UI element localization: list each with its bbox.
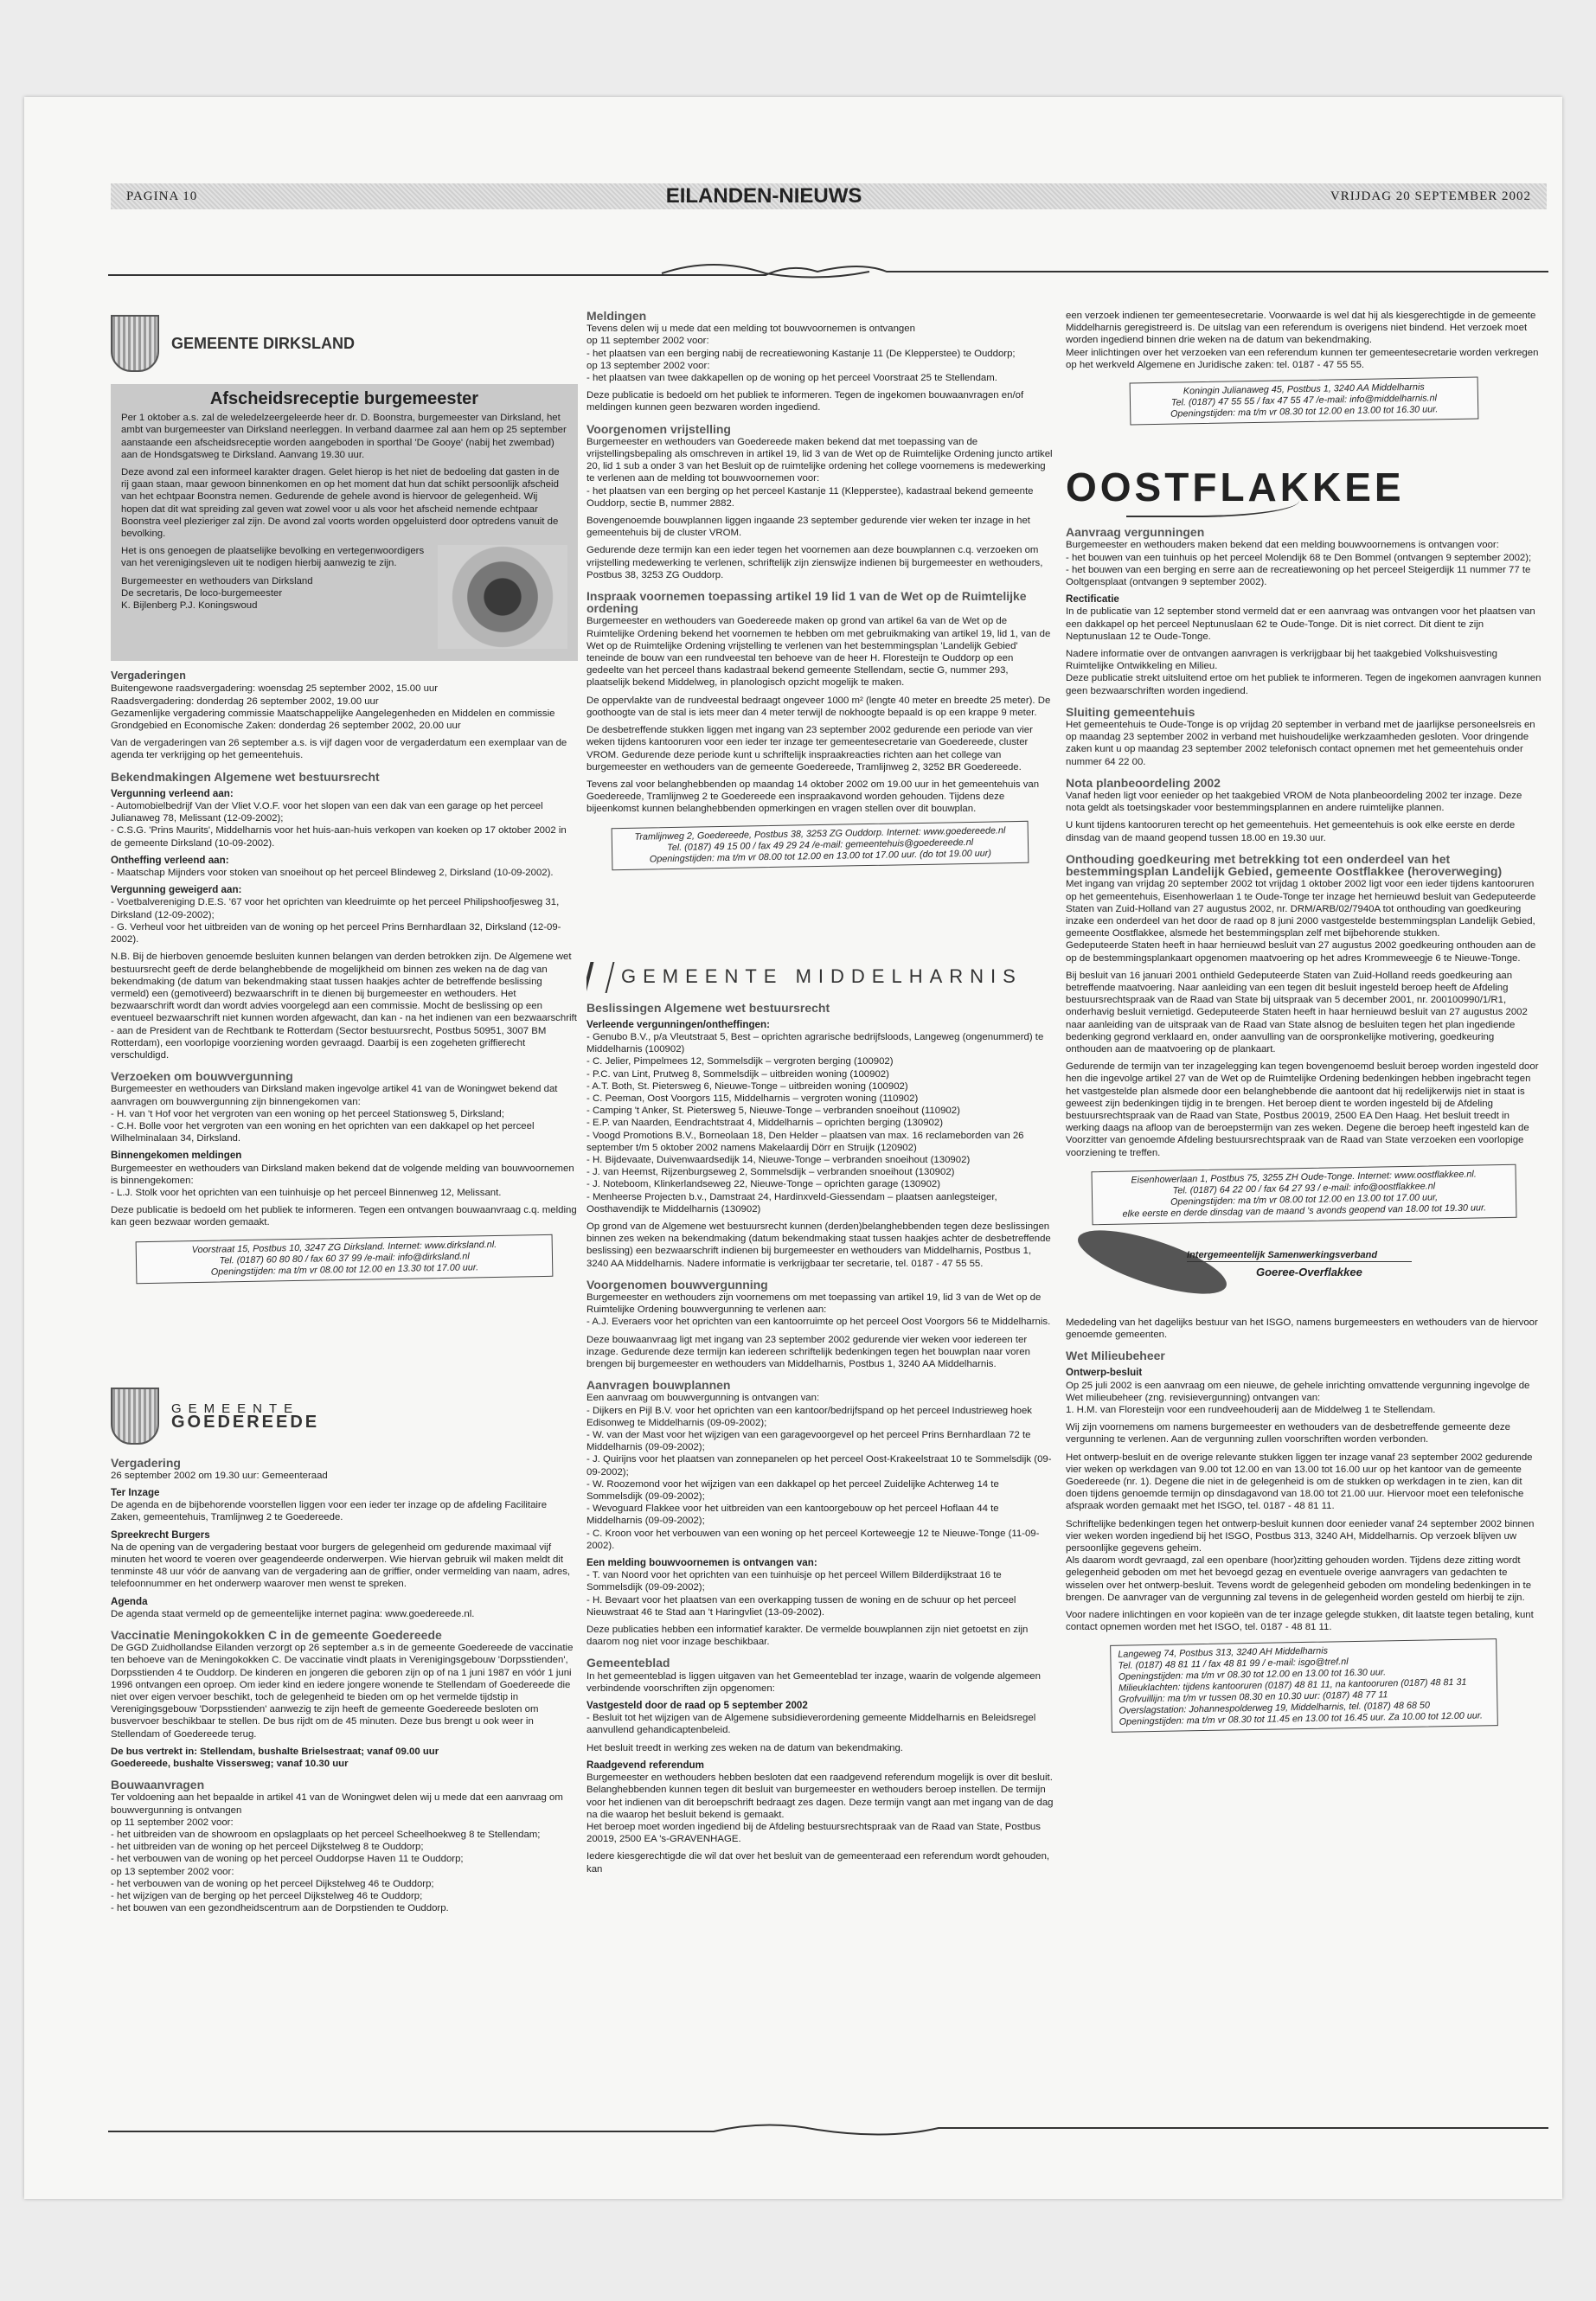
- bottom-ornament-rule: [108, 2119, 1548, 2142]
- environment-act-heading: Wet Milieubeheer: [1066, 1349, 1165, 1363]
- referendum-heading: Raadgevend referendum: [586, 1759, 704, 1771]
- middelharnis-address-box: Koningin Julianaweg 45, Postbus 1, 3240 AA Middelharnis Tel. (0187) 47 55 55 / fax 47 55 47 /e-mail: info@middelharnis.nl Openingstijden: ma t/m vr 08.30 tot 12.00 en 13.00 tot 16.30 uur.: [1129, 377, 1478, 426]
- farewell-text-1: Per 1 oktober a.s. zal de weledelzeergeleerde heer dr. D. Boonstra, burgemeester van Dirksland, het ambt van burgemeester van Dirksland neerleggen. In verband daarmee zal aan hem op 25 september aanstaande een afscheidsreceptie worden aangeboden in sporthal 'De Gooye' (nabij het zwembad) aan de Hondsgatsweg te Dirksland. Aanvang 19.30 uur.: [121, 413, 567, 460]
- oostflakkee-logo: OOSTFLAKKEE: [1066, 465, 1405, 510]
- plan-note-heading: Nota planbeoordeling 2002: [1066, 775, 1221, 790]
- agenda-heading: Agenda: [111, 1595, 148, 1607]
- rectification-note: Nadere informatie over de ontvangen aanvragen is verkrijgbaar bij het taakgebied Volkshuisvesting Ruimtelijke Ontwikkeling en Milieu. Deze publicatie strekt uitsluitend ertoe om het publiek te informeren. Tegen de ingekomen aanvragen kunnen geen bezwaarschriften worden ingediend.: [1066, 649, 1542, 696]
- consultation-text: Burgemeester en wethouders van Goedereede maken op grond van artikel 6a van de Wet op de Ruimtelijke Ordening bekend het voornemen te hebben om met gebruikmaking van artikel 19, lid 1, van de Wet op de Ruimtelijke Ordening vrijstelling te verlenen van het bestemmingsplan 'Landelijk Gebied' teneinde de bouw van een rundveestal ten behoeve van de heer H. Floresteijn te Ouddorp op een gedeelte van het perceel thans kadastraal bekend gemeente Stellendam, sectie G, nummer 293, plaatselijk bekend Middelweg, in planologisch opzicht mogelijk te maken.: [586, 616, 1051, 689]
- issue-date: VRIJDAG 20 SEPTEMBER 2002: [1330, 189, 1531, 203]
- permit-applications-text: Burgemeester en wethouders maken bekend dat een melding bouwvoornemens is ontvangen voor: - het bouwen van een tuinhuis op het perceel Molendijk 68 te Den Bommel (ontvangen 9 september 2002); - het bouwen van een berging en serre aan de recreatiewoning op het perceel Steigerdijk 11 nummer 77 te Ooltgensplaat (ontvangen 9 september 2002).: [1066, 540, 1532, 588]
- intended-permit-text-2: Deze bouwaanvraag ligt met ingang van 23 september 2002 gedurende vier weken voor iedereen ter inzage. Gedurende deze termijn kan iedereen schriftelijk bedenkingen tegen het bouwplan naar voren brengen bij burgemeester en wethouders van Middelharnis, Postbus 1, 3240 AA Middelharnis.: [586, 1334, 1030, 1369]
- gemeenteblad-text-2: - Besluit tot het wijzigen van de Algemene subsidieverordening gemeente Middelharnis en Beleidsregel aanvullend gehandicaptenbeleid.: [586, 1713, 1036, 1736]
- approval-withheld-heading: Onthouding goedkeuring met betrekking tot een onderdeel van het bestemmingsplan Landelijk Gebied, gemeente Oostflakkee (heroverweging): [1066, 851, 1503, 879]
- referendum-continued: een verzoek indienen ter gemeentesecretarie. Voorwaarde is wel dat hij als kiesgerechtigde in de gemeente Middelharnis geregistreerd is. De uitslag van een referendum is overigens niet bindend. Het verzoek moet worden ingediend binnen drie weken na de datum van bekendmaking. Meer inlichtingen over het verzoeken van een referendum kunnen ter gemeentesecretarie worden verkregen op het werkveld Algemene en Juridische zaken: tel. 0187 - 47 55 55.: [1066, 311, 1539, 370]
- masthead: EILANDEN-NIEUWS: [665, 184, 862, 208]
- page-header: [111, 183, 1547, 209]
- page-number: PAGINA 10: [126, 189, 198, 203]
- approval-withheld-text-2: Bij besluit van 16 januari 2001 onthield Gedeputeerde Staten van Zuid-Holland reeds goedkeuring aan betreffende maatvoering. Naar aanleiding van een tegen dit besluit ingesteld beroep heeft de Afdeling bestuursrechtspraak van de Raad van State bij uitspraak van 5 december 2001, nr. 200100990/1/R1, onderhavig besluit vernietigd. Gedeputeerde Staten heeft in haar hernieuwd besluit van 27 augustus 2002 naar aanleiding van de uitspraak van de Raad van State alsnog de besluiten tegen het plan ingediende bedenking gegrond verklaard en, onder aanvulling van de oorspronkelijke motivering, goedkeuring onthouden aan de maatvoering op de plankaart.: [1066, 970, 1528, 1054]
- dirksland-address-box: Voorstraat 15, Postbus 10, 3247 ZG Dirksland. Internet: www.dirksland.nl. Tel. (0187) 60 80 80 / fax 60 37 99 /e-mail: info@dirksland.nl Openingstijden: ma t/m vr 08.00 tot 12.00 en 13.30 tot 17.00 uur.: [135, 1234, 553, 1283]
- decisions-list: - Genubo B.V., p/a Vleutstraat 5, Best – oprichten agrarische bedrijfsloods, Langeweg (ongenummerd) te Middelharnis (100902) - C. Jelier, Pimpelmees 12, Sommelsdijk – vergroten berging (100902) - P.C. van Lint, Prutweg 8, Sommelsdijk – uitbreiden woning (100902) - A.T. Both, St. Pietersweg 6, Nieuwe-Tonge – uitbreiden woning (100902) - C. Peeman, Oost Voorgors 115, Middelharnis – vergroten woning (110902) - Camping 't Anker, St. Pietersweg 5, Nieuwe-Tonge – verbranden snoeihout (110902) - E.P. van Naarden, Eendrachtstraat 4, Middelharnis – oprichten berging (130902) - Voogd Promotions B.V., Borneolaan 18, Den Helder – plaatsen van max. 16 reclameborden van 26 september t/m 5 oktober 2002 namens Makelaardij Dörr en Struijk (120902) - H. Bijdevaate, Duivenwaardsedijk 14, Nieuwe-Tonge – verbranden snoeihout (130902) - J. van Heemst, Rijzenburgseweg 2, Sommelsdijk – verbranden snoeihout (130902) - J. Noteboom, Klinkerlandseweg 22, Nieuwe-Tonge – oprichten garage (130902) - Menheerse Projecten b.v., Damstraat 24, Hardinxveld-Giessendam – plaatsen aanlegsteiger, Oosthavendijk te Middelharnis (130902): [586, 1031, 1044, 1215]
- draft-decision-text-2: Wij zijn voornemens om namens burgemeester en wethouders van de desbetreffende gemeente deze vergunning te verlenen. Aan de vergunning zullen voorschriften worden verbonden.: [1066, 1422, 1510, 1445]
- applications-list: Een aanvraag om bouwvergunning is ontvangen van: - Dijkers en Pijl B.V. voor het oprichten van een kantoor/bedrijfspand op het perceel Industrieweg hoek Edisonweg te Middelharnis (09-09-2002); - W. van der Mast voor het wijzigen van een garagevoorgevel op het perceel Prins Bernhardlaan 72 te Middelharnis (09-09-2002); - J. Quirijns voor het plaatsen van zonnepanelen op het perceel Oost-Krakeelstraat 10 te Sommelsdijk (09-09-2002); - W. Roozemond voor het wijzigen van een dakkapel op het perceel Zuidelijke Achterweg 14 te Sommelsdijk (09-09-2002); - Wevoguard Flakkee voor het uitbreiden van een kantoorgebouw op het perceel Hoflaan 44 te Middelharnis (09-09-2002); - C. Kroon voor het verbouwen van een woning op het perceel Korteweegje 12 te Nieuwe-Tonge (11-09-2002).: [586, 1393, 1052, 1551]
- notifications-heading: Binnengekomen meldingen: [111, 1150, 242, 1162]
- approval-withheld-text-3: Gedurende de termijn van ter inzagelegging kan tegen bovengenoemd besluit beroep worden ingesteld door hen die ingevolge artikel 27 van de Wet op de Ruimtelijke Ordening bedenkingen hebben ingebracht tegen het vastgestelde plan alsmede door een belanghebbende die aantoont dat hij redelijkerwijs niet in staat is geweest zijn bedenkingen tijdig in te brengen. Het beroep dient te worden ingesteld bij de Afdeling bestuursrechtspraak van de Raad van State, Postbus 20019, 2500 EA Den Haag. Het besluit treedt in werking daags na afloop van de beroepstermijn van zes weken. Degene die beroep heeft ingesteld kan de Voorzitter van genoemde Afdeling bestuursrechtspraak van de Raad van State verzoeken een voorlopige voorziening te treffen.: [1066, 1061, 1539, 1158]
- farewell-text-3: Het is ons genoegen de plaatselijke bevolking en vertegenwoordigers van het verenigingsleven uit te nodigen hierbij aanwezig te zijn.: [121, 546, 425, 569]
- intended-permit-heading: Voorgenomen bouwvergunning: [586, 1277, 768, 1292]
- vaccination-text: De GGD Zuidhollandse Eilanden verzorgt op 26 september a.s in de gemeente Goedereede de vaccinatie ten behoeve van de Meningokokken C. De vaccinatie vindt plaats in Verenigingsgebouw 'Dorpsstienden', Dorpsstienden 4 te Ouddorp. De kinderen en jongeren die geboren zijn op of na 1 juni 1987 en vóór 1 juni 1996 ontvangen een oproep. Om ieder kind en iedere jongere wonende te Stellendam of Goedereede die niet over eigen vervoer beschikt, toch de gelegenheid te bieden om op het vermelde tijdstip in Verenigingsgebouw 'Dorpsstienden' aanwezig te zijn heeft de gemeente Goedereede besloten om busvervoer beschikbaar te stellen. De bus rijdt om de 45 minuten. Deze bus brengt u ook weer in Stellendam of Goedereede terug.: [111, 1643, 574, 1740]
- exemption-intent-text: Burgemeester en wethouders van Goedereede maken bekend dat met toepassing van de vrijstellingsbepaling als omschreven in artikel 19, lid 3 van de Wet op de Ruimtelijke Ordening juncto artikel 20, lid 1 sub a onder 3 van het Besluit op de ruimtelijke ordening het college voornemens is medewerking te verlenen aan de melding tot bouwvoornemen voor: - het plaatsen van een berging op het perceel Kastanje 11 (Klepperstee), kadastraal bekend gemeente Ouddorp, sectie B, nummer 2882.: [586, 436, 1053, 509]
- bus-times: De bus vertrekt in: Stellendam, bushalte Brielsestraat; vanaf 09.00 uur Goedereede, bushalte Vissersweg; vanaf 10.30 uur: [111, 1746, 439, 1770]
- column-dirksland-goedereede: [111, 311, 578, 2102]
- column-oostflakkee-isgo: [1066, 310, 1542, 2105]
- goedereede-meeting-heading: Vergadering: [111, 1455, 181, 1470]
- column-goedereede-middelharnis: [586, 310, 1054, 2105]
- meetings-heading: Vergaderingen: [111, 670, 186, 683]
- gemeenteblad-sub-heading: Vastgesteld door de raad op 5 september 2002: [586, 1700, 808, 1712]
- gemeenteblad-text: In het gemeenteblad is liggen uitgaven van het Gemeenteblad ter inzage, waarin de volgende algemeen verbindende voorschriften zijn opgenomen:: [586, 1670, 1041, 1694]
- middelharnis-bars-icon: [586, 962, 614, 993]
- sunflower-image: [438, 545, 567, 649]
- intended-permit-text: Burgemeester en wethouders zijn voornemens om met toepassing van artikel 19, lid 3 van de Wet op de Ruimtelijke Ordening bouwvergunning te verlenen aan: - A.J. Everaers voor het oprichten van een kantoorruimte op het perceel Oost Voorgors 56 te Middelharnis.: [586, 1292, 1051, 1328]
- closure-text: Het gemeentehuis te Oude-Tonge is op vrijdag 20 september in verband met de jaarlijkse personeelsreis en op maandag 23 september 2002 in verband met huishoudelijke werkzaamheden gesloten. Voor dringende zaken kunt u op maandag 23 september 2002 telefonisch contact opnemen met het gemeentehuis onder nummer 64 22 00.: [1066, 720, 1535, 767]
- refused-text: - Voetbalvereniging D.E.S. '67 voor het oprichten van kleedruimte op het perceel Philipshoofjesweg 31, Dirksland (12-09-2002); - G. Verheul voor het uitbreiden van de woning op het perceel Prins Bernhardlaan 32, Dirksland (12-09-2002).: [111, 897, 561, 945]
- dirksland-heading: [111, 315, 578, 372]
- building-requests-heading: Verzoeken om bouwvergunning: [111, 1069, 293, 1084]
- inspection-heading: Ter Inzage: [111, 1486, 160, 1498]
- draft-decision-text-5: Voor nadere inlichtingen en voor kopieën van de ter inzage gelegde stukken, dit laatste tegen betaling, kunt contact opnemen worden met het ISGO, tel. 0187 - 48 81 11.: [1066, 1610, 1534, 1633]
- nb-text: N.B. Bij de hierboven genoemde besluiten kunnen belangen van derden betrokken zijn. De Algemene wet bestuursrecht geeft de derde belanghebbende de mogelijkheid om binnen zes weken na de dag van bekendmaking (de datum van bekendmaking staat tussen haakjes achter de betreffende beslissing vermeld) een (gemotiveerd) bezwaarschrift in te dienen bij burgemeester en wethouders. Het bezwaarschrift wordt dan wordt advies voorgelegd aan een commissie. Mocht de beslissing op een eventueel bezwaarschrift niet kunnen worden afgewacht, dan kan - na het indienen van een bezwaarschrift - aan de President van de Rechtbank te Rotterdam (Sector bestuursrecht, Postbus 50951, 3007 BM Rotterdam), een voorlopige voorziening worden gevraagd. Daarbij is een zogeheten griffierecht verschuldigd.: [111, 952, 577, 1061]
- goedereede-building-heading: Bouwaanvragen: [111, 1778, 205, 1792]
- consultation-text-3: De desbetreffende stukken liggen met ingang van 23 september 2002 gedurende een periode van vier weken tijdens kantooruren voor een ieder ter inzage ter gemeentesecretarie van Goedereede, cluster VROM. Gedurende deze periode kunt u schriftelijk inspraakreacties richten aan het college van burgemeester en wethouders van de gemeente Goedereede, Tramlijnweg 2, 3252 BR Goedereede.: [586, 725, 1033, 772]
- consultation-heading: Inspraak voornemen toepassing artikel 19 lid 1 van de Wet op de Ruimtelijke ordening: [586, 589, 1027, 616]
- goedereede-meeting-text: 26 september 2002 om 19.30 uur: Gemeenteraad: [111, 1470, 328, 1481]
- middelharnis-logo: [586, 962, 1054, 993]
- decisions-heading: Beslissingen Algemene wet bestuursrecht: [586, 1000, 830, 1015]
- notifications-text: Burgemeester en wethouders van Dirksland maken bekend dat de volgende melding van bouwvoornemen is binnengekomen: - L.J. Stolk voor het oprichten van een tuinhuisje op het perceel Binnenweg 12, Melissant.: [111, 1163, 574, 1198]
- draft-decision-text-3: Het ontwerp-besluit en de overige relevante stukken liggen ter inzage vanaf 23 september 2002 gedurende vier weken op werkdagen van 9.00 tot 12.00 en van 13.00 tot 16.00 uur op het kantoor van de gemeente Goedereede (nr. 1). Degene die niet in de gelegenheid is om de stukken op werkdagen in te zien, kan dit doen tijdens genoemde termijn op dinsdagavond van 18.00 tot 21.00 uur. Hiervoor moet een telefonische afspraak worden gemaakt met het ISGO, tel. 0187 - 48 81 11.: [1066, 1452, 1533, 1512]
- meldingen-heading: Meldingen: [586, 310, 647, 323]
- gemeenteblad-heading: Gemeenteblad: [586, 1656, 670, 1670]
- referendum-text-2: Iedere kiesgerechtigde die wil dat over het besluit van de gemeenteraad een referendum wordt gehouden, kan: [586, 1851, 1050, 1875]
- isgo-title-1: Intergemeentelijk Samenwerkingsverband: [1187, 1249, 1412, 1262]
- announcements-heading: Bekendmakingen Algemene wet bestuursrecht: [111, 769, 380, 784]
- dirksland-crest-icon: [111, 315, 159, 372]
- gemeenteblad-text-3: Het besluit treedt in werking zes weken na de datum van bekendmaking.: [586, 1742, 903, 1753]
- notifications-note: Deze publicatie is bedoeld om het publiek te informeren. Tegen een ontvangen bouwaanvraag c.q. melding kan geen bezwaar worden gemaakt.: [111, 1205, 577, 1228]
- oostflakkee-address-box: Eisenhowerlaan 1, Postbus 75, 3255 ZH Oude-Tonge. Internet: www.oostflakkee.nl. Tel. (0187) 64 22 00 / fax 64 27 93 / e-mail: info@oostflakkee.nl Openingstijden: ma t/m vr 08.00 tot 12.00 en 13.00 tot 17.00 uur, elke eerste en derde dinsdag van de maand 's avonds geopend van 18.00 tot 19.30 uur.: [1091, 1163, 1516, 1225]
- goedereede-heading: [111, 1388, 578, 1445]
- meetings-text: Buitengewone raadsvergadering: woensdag 25 september 2002, 15.00 uur Raadsvergadering: donderdag 26 september 2002, 19.00 uur Gezamenlijke vergadering commissie Maatschappelijke Aangelegenheden en Middelen en commissie Grondgebied en Economische Zaken: donderdag 26 september 2002, 20.00 uur: [111, 683, 555, 732]
- meldingen-text: Tevens delen wij u mede dat een melding tot bouwvoornemen is ontvangen op 11 september 2002 voor: - het plaatsen van een berging nabij de recreatiewoning Kastanje 11 (De Klepperstee) te Ouddorp; op 13 september 2002 voor: - het plaatsen van twee dakkapellen op de woning op het perceel Voorstraat 25 te Stellendam.: [586, 324, 1016, 384]
- goedereede-title-1: GEMEENTE: [171, 1401, 300, 1417]
- plan-note-text-2: U kunt tijdens kantooruren terecht op het gemeentehuis. Het gemeentehuis is ook elke eerste en derde dinsdag van de maand geopend tussen 18.00 en 19.30 uur.: [1066, 820, 1516, 843]
- rectification-heading: Rectificatie: [1066, 593, 1119, 606]
- draft-decision-text-4: Schriftelijke bedenkingen tegen het ontwerp-besluit kunnen door eenieder vanaf 24 september 2002 binnen vier weken worden ingediend bij het ISGO, Postbus 313, 3240 AH, Middelharnis. Op verzoek blijven uw persoonlijke gegevens geheim. Als daarom wordt gevraagd, zal een openbare (hoor)zitting gehouden worden. Tijdens deze zitting wordt gelegenheid geboden om met het bevoegd gezag en eventuele overige aanvragers van gedachten te wisselen over het ontwerp-besluit. Tevens wordt de gelegenheid geboden om mondeling bedenkingen in te brengen. De aanvrager van de vergunning zal tevens in de gelegenheid worden gesteld om hierbij te zijn.: [1066, 1518, 1535, 1603]
- exemption-intent-text-3: Gedurende deze termijn kan een ieder tegen het voornemen aan deze bouwplannen c.q. verzoeken om vrijstelling medewerking te verlenen, schriftelijk zijn zienswijze indienen bij burgemeester en wethouders, Postbus 38, 3253 ZG Ouddorp.: [586, 545, 1043, 580]
- inspection-text: De agenda en de bijbehorende voorstellen liggen voor een ieder ter inzage op de afdeling Facilitaire Zaken, gemeentehuis, Tramlijnweg 2 te Goedereede.: [111, 1500, 548, 1523]
- building-requests-text: Burgemeester en wethouders van Dirksland maken ingevolge artikel 41 van de Woningwet bekend dat aanvragen om bouwvergunning zijn binnengekomen van: - H. van 't Hof voor het vergroten van een woning op het perceel Stationsweg 5, Dirksland; - C.H. Bolle voor het vergroten van een woning en het oprichten van een dakkapel op het perceel Wilhelminalaan 34, Dirksland.: [111, 1084, 558, 1144]
- notification-received-note: Deze publicaties hebben een informatief karakter. De vermelde bouwplannen zijn niet getoetst en zijn daarom nog niet voor inzage beschikbaar.: [586, 1625, 1029, 1648]
- closure-heading: Sluiting gemeentehuis: [1066, 704, 1195, 719]
- goedereede-address-box: Tramlijnweg 2, Goedereede, Postbus 38, 3253 ZG Ouddorp. Internet: www.goedereede.nl Tel. (0187) 49 15 00 / fax 49 29 24 /e-mail: gemeentehuis@goedereede.nl Openingstijden: ma t/m vr 08.00 tot 12.00 en 13.00 tot 17.00 uur. (do tot 19.00 uur): [611, 820, 1029, 869]
- top-ornament-rule: [108, 260, 1548, 282]
- notification-received-heading: Een melding bouwvoornemen is ontvangen van:: [586, 1557, 817, 1569]
- speaking-rights-heading: Spreekrecht Burgers: [111, 1529, 210, 1541]
- plan-note-text: Vanaf heden ligt voor eenieder op het taakgebied VROM de Nota planbeoordeling 2002 ter inzage. Deze nota geldt als toetsingskader voor bestemmingsplannen en andere ruimtelijke plannen.: [1066, 791, 1522, 814]
- granted-heading: Vergunning verleend aan:: [111, 787, 234, 799]
- middelharnis-title: GEMEENTE MIDDELHARNIS: [621, 965, 1022, 988]
- isgo-address-box: Langeweg 74, Postbus 313, 3240 AH Middelharnis Tel. (0187) 48 81 11 / fax 48 81 99 / e-mail: isgo@tref.nl Openingstijden: ma t/m vr 08.30 tot 12.00 en 13.00 tot 16.30 uur. Milieuklachten: tijdens kantooruren (0187) 48 81 11, na kantooruren (0187) 48 81 31 Grofvuillijn: ma t/m vr tussen 08.30 en 10.30 uur: (0187) 48 77 11 Overslagstation: Johannespolderweg 19, Middelharnis, tel. (0187) 48 68 50 Openingstijden: ma t/m vr 08.30 tot 11.45 en 13.00 tot 16.45 uur. Za 10.00 tot 12.00 uur.: [1110, 1639, 1498, 1734]
- referendum-text: Burgemeester en wethouders hebben besloten dat een raadgevend referendum mogelijk is over dit besluit. Belanghebbenden kunnen tegen dit besluit van burgemeester en wethouders beroep instellen. De termijn voor het indienen van dit beroepschrift bedraagt zes dagen. Deze termijn vangt aan met ingang van de dag na die waarop het besluit bekend is gemaakt. Het beroep moet worden ingediend bij de Afdeling bestuursrechtspraak van de Raad van State, Postbus 20019, 2500 EA 's-GRAVENHAGE.: [586, 1772, 1054, 1845]
- applications-heading: Aanvragen bouwplannen: [586, 1378, 731, 1393]
- farewell-signature: Burgemeester en wethouders van Dirksland De secretaris, De loco-burgemeester K. Bijlenberg P.J. Koningswoud: [121, 575, 313, 612]
- goedereede-building-text: Ter voldoening aan het bepaalde in artikel 41 van de Woningwet delen wij u mede dat een aanvraag om bouwvergunning is ontvangen op 11 september 2002 voor: - het uitbreiden van de showroom en opslagplaats op het perceel Scheelhoekweg 8 te Stellendam; - het uitbreiden van de woning op het perceel Dijkstelweg 8 te Ouddorp; - het verbouwen van de woning op het perceel Ouddorpse Haven 11 te Ouddorp; op 13 september 2002 voor: - het verbouwen van de woning op het perceel Dijkstelweg 46 te Ouddorp; - het wijzigen van de berging op het perceel Dijkstelweg 46 te Ouddorp; - het bouwen van een gezondheidscentrum aan de Dorpstienden te Ouddorp.: [111, 1792, 563, 1914]
- meetings-note: Van de vergaderingen van 26 september a.s. is vijf dagen voor de vergaderdatum een exemplaar van de agenda ter verkrijging op het gemeentehuis.: [111, 738, 567, 761]
- dirksland-title: GEMEENTE DIRKSLAND: [171, 334, 356, 352]
- vaccination-heading: Vaccinatie Meningokokken C in de gemeente Goedereede: [111, 1628, 442, 1642]
- consultation-text-4: Tevens zal voor belanghebbenden op maandag 14 oktober 2002 om 19.00 uur in het gemeentehuis van Goedereede, Tramlijnweg 2 te Goedereede een inspraakavond worden gehouden. Tijdens deze bijeenkomst kunnen belanghebbenden opmerkingen en vragen stellen over dit bouwplan.: [586, 779, 1040, 815]
- granted-text: - Automobielbedrijf Van der Vliet V.O.F. voor het slopen van een dak van een garage op het perceel Julianaweg 78, Melissant (12-09-2002); - C.S.G. 'Prins Maurits', Middelharnis voor het huis-aan-huis verkopen van koeken op 17 oktober 2002 in de gemeente Dirksland (10-09-2002).: [111, 801, 567, 849]
- goedereede-crest-icon: [111, 1388, 159, 1445]
- isgo-logo: [1066, 1232, 1542, 1310]
- approval-withheld-text: Met ingang van vrijdag 20 september 2002 tot vrijdag 1 oktober 2002 ligt voor een ieder tijdens kantooruren op het gemeentehuis, Eisenhowerlaan 1 te Oude-Tonge ter inzage het hernieuwd besluit van Gedeputeerde Staten van Zuid-Holland van 27 augustus 2002, nr. DRM/ARB/02/7940A tot onthouding van goedkeuring inzake een onderdeel van het door de raad op 8 juni 2000 vastgestelde bestemmingsplan Landelijk Gebied, gemeente Oostflakkee, alsmede het bestemmingsplan zelf met bijbehorende stukken. Gedeputeerde Staten heeft in haar hernieuwd besluit van 27 augustus 2002 goedkeuring onthouden aan de op de bestemmingsplankaart opgenomen maatvoering op het adres Krommeweegje 6 te Nieuwe-Tonge.: [1066, 879, 1536, 964]
- farewell-title: Afscheidsreceptie burgemeester: [209, 389, 479, 408]
- refused-heading: Vergunning geweigerd aan:: [111, 884, 242, 896]
- meldingen-note: Deze publicatie is bedoeld om het publiek te informeren. Tegen de ingekomen bouwaanvragen en/of meldingen kunnen geen bezwaren worden ingediend.: [586, 390, 1024, 413]
- exemption-intent-text-2: Bovengenoemde bouwplannen liggen ingaande 23 september gedurende vier weken ter inzage in het gemeentehuis bij de cluster VROM.: [586, 516, 1030, 539]
- farewell-box: [111, 384, 578, 661]
- goedereede-title-2: GOEDEREEDE: [171, 1412, 320, 1432]
- draft-decision-text: Op 25 juli 2002 is een aanvraag om een nieuwe, de gehele inrichting omvattende vergunning ingevolge de Wet milieubeheer (zng. revisievergunning) ontvangen van: 1. H.M. van Floresteijn voor een rundveehouderij aan de Middelweg 1 te Stellendam.: [1066, 1380, 1530, 1415]
- exemption-intent-heading: Voorgenomen vrijstelling: [586, 421, 731, 436]
- decisions-note: Op grond van de Algemene wet bestuursrecht kunnen (derden)belanghebbenden tegen deze beslissingen binnen zes weken na bekendmaking (datum bekendmaking staat tussen haakjes achter de desbetreffende beslissing) een bezwaarschrift indienen bij burgemeester en wethouders van Middelharnis, Postbus 1, 3240 AA Middelharnis. Nadere informatie is verkrijgbaar ter secretarie, tel. 0187 - 47 55 55.: [586, 1221, 1051, 1269]
- draft-decision-heading: Ontwerp-besluit: [1066, 1367, 1143, 1379]
- isgo-intro: Mededeling van het dagelijks bestuur van het ISGO, namens burgemeesters en wethouders van de hiervoor genoemde gemeenten.: [1066, 1317, 1538, 1340]
- isgo-title-2: Goeree-Overflakkee: [1256, 1265, 1362, 1279]
- permit-applications-heading: Aanvraag vergunningen: [1066, 525, 1205, 540]
- exemption-heading: Ontheffing verleend aan:: [111, 854, 229, 866]
- decisions-sub-heading: Verleende vergunningen/ontheffingen:: [586, 1018, 770, 1030]
- notification-received-text: - T. van Noord voor het oprichten van een tuinhuisje op het perceel Willem Bilderdijkstraat 16 te Sommelsdijk (09-09-2002); - H. Bevaart voor het plaatsen van een overkapping tussen de woning en de schuur op het perceel Nieuwstraat 46 te Stad aan 't Haringvliet (13-09-2002).: [586, 1570, 1016, 1618]
- farewell-text-2: Deze avond zal een informeel karakter dragen. Gelet hierop is het niet de bedoeling dat gasten in de rij gaan staan, maar gewoon binnenkomen en op het moment dat hun dat schikt persoonlijk afscheid van het echtpaar Boonstra nemen. Gedurende de gehele avond is hiervoor de gelegenheid. Wij hopen dat dit wat spreiding zal geven wat zowel voor u als voor het afscheid nemende echtpaar Boonstra veel plezieriger zal zijn. De avond zal voorts worden opgeluisterd door optredens vanuit de bevolking.: [121, 467, 560, 540]
- speaking-rights-text: Na de opening van de vergadering bestaat voor burgers de gelegenheid om gedurende maximaal vijf minuten het woord te voeren over geagendeerde onderwerpen. Wie hiervan gebruik wil maken meldt dit tenminste 48 uur vóór de aanvang van de vergadering aan de griffier, onder vermelding van naam, adres, telefoonnummer en het onderwerp waarover men wenst te spreken.: [111, 1541, 571, 1590]
- exemption-text: - Maatschap Mijnders voor stoken van snoeihout op het perceel Blindeweg 2, Dirksland (10-09-2002).: [111, 868, 554, 879]
- rectification-text: In de publicatie van 12 september stond vermeld dat er een aanvraag was ontvangen voor het plaatsen van een dakkapel op het perceel Neptunuslaan 62 te Oude-Tonge. Dit is niet correct. Dit dient te zijn Neptunuslaan 12 te Oude-Tonge.: [1066, 606, 1535, 642]
- consultation-text-2: De oppervlakte van de rundveestal bedraagt ongeveer 1000 m² (lengte 40 meter en breedte 25 meter). De goothoogte van de stal is iets meer dan 4 meter terwijl de nokhoogte bepaald is op een krappe 9 meter.: [586, 695, 1051, 718]
- agenda-text: De agenda staat vermeld op de gemeentelijke internet pagina: www.goedereede.nl.: [111, 1608, 475, 1619]
